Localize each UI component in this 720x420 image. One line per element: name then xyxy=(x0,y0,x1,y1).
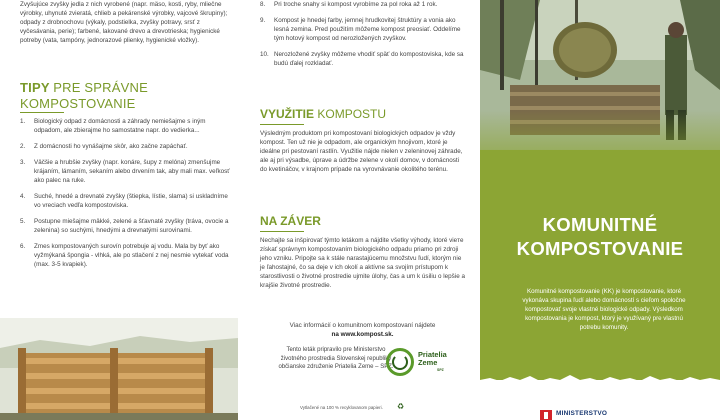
item-text: Suché, hnedé a drevnaté zvyšky (štiepka, lístie, slama) si uskladníme vo vreciach vedľa kompostoviska. xyxy=(34,193,228,209)
use-heading-rest: KOMPOSTU xyxy=(317,107,387,121)
cover-description: Komunitné kompostovanie (KK) je kompostovanie, ktoré vykonáva skupina ľudí alebo domácností s cieľom spoločne kompostovať svoje vlastné biologické odpady. Výsledkom kompostovania je kompost, ktorý je využívaný pre vlastnú potrebu komunity. xyxy=(522,288,686,331)
recycle-icon: ♻ xyxy=(397,402,405,411)
cover-panel xyxy=(480,0,720,420)
intro-text: Zvyšujúce zvyšky jedla z nich vyrobené (napr. mäso, kosti, ryby, mliečne výrobky, uhynuté zvieratá, chlieb a pekárenské výrobky, vajcové škrupiny); odpady z drobnochovu (výkaly, podstielka, zvyšky potravy, srsť z vyčesávania, perie); farbené, lakované drevo a drevotrieska; hygienické potreby (vata, tampóny, jednorazové plienky, hygienické vložky). xyxy=(20,1,228,44)
use-heading-bold: VYUŽITIE xyxy=(260,107,315,121)
compost-bin-photo xyxy=(0,318,238,420)
list-item xyxy=(20,117,235,135)
tips-list-continued xyxy=(260,0,465,75)
item-number: 5. xyxy=(20,218,26,225)
conclusion-heading: NA ZÁVER xyxy=(260,214,321,228)
photo-fade xyxy=(480,110,720,180)
cover-title-line1: KOMUNITNÉ xyxy=(542,214,658,235)
list-item xyxy=(20,158,235,185)
item-text: Väčšie a hrubšie zvyšky (napr. konáre, šupy z melóna) zmenšujme krájaním, lámaním, sekaním alebo drvením tak, aby mali max. veľkosť ako palec na ruke. xyxy=(34,159,230,184)
item-number: 8. xyxy=(260,1,266,8)
use-heading xyxy=(260,107,386,121)
list-item xyxy=(20,142,235,151)
recycled-paper-note: Vytlačené na 100 % recyklovanom papieri. xyxy=(300,405,383,410)
tips-heading-bold: TIPY xyxy=(20,80,50,95)
use-divider xyxy=(260,124,304,125)
item-text: Postupne miešajme mäkké, zelené a šťavnaté zvyšky (tráva, ovocie a zelenina) so suchými, hnedými a drevnatými surovinami. xyxy=(34,218,229,234)
more-info xyxy=(260,321,465,339)
item-text: Zmes kompostovaných surovín potrebuje aj vodu. Mala by byť ako vyžmýkaná špongia - vlhká, ale po stlačení z nej nesmie vytekať voda (max. 3-5 kvapiek). xyxy=(34,243,229,268)
use-text: Výsledným produktom pri kompostovaní biologických odpadov je vždy kompost. Ten už nie je odpadom, ale organickým hnojivom, ktoré je ideálne pri pestovaní rastlín. Využitie nájde nielen v zeleninovej záhrade, ale aj pri výsadbe, úprave a údržbe zelene v okolí domov, v domácnosti do kvetináčov, v krajnom prípade na vyrovnávanie okolitého terénu. xyxy=(260,130,463,173)
tips-heading xyxy=(20,80,235,112)
left-panel xyxy=(0,0,238,420)
item-text: Nerozložené zvyšky môžeme vhodiť späť do kompostoviska, kde sa budú ďalej rozkladať. xyxy=(274,51,464,67)
item-number: 10. xyxy=(260,51,269,58)
item-number: 4. xyxy=(20,193,26,200)
item-number: 9. xyxy=(260,17,266,24)
conclusion-divider xyxy=(260,231,304,232)
tips-list xyxy=(20,117,235,276)
item-text: Biologický odpad z domácnosti a záhrady nemiešajme s iným odpadom, ale zbierajme ho samostatne napr. do vedierka... xyxy=(34,118,206,134)
item-number: 2. xyxy=(20,143,26,150)
item-text: Pri troche snahy si kompost vyrobíme za pol roka až 1 rok. xyxy=(274,1,438,8)
logo-sub: SPZ xyxy=(437,368,444,372)
list-item xyxy=(20,242,235,269)
item-text: Kompost je hnedej farby, jemnej hrudkovitej štruktúry a vonia ako lesná zemina. Pred použitím môžeme kompost preosiať. Oddelíme tým hotový kompost od nerozložených zvyškov. xyxy=(274,17,461,42)
ministry-logo xyxy=(540,408,660,420)
priatelia-zeme-logo xyxy=(386,348,456,378)
list-item xyxy=(260,16,465,43)
item-text: Z domácnosti ho vynášajme skôr, ako začne zapáchať. xyxy=(34,143,188,150)
item-number: 6. xyxy=(20,243,26,250)
list-item xyxy=(260,0,465,9)
website-link[interactable]: na www.kompost.sk. xyxy=(331,331,394,338)
logo-inner-ring xyxy=(392,354,408,370)
cover-title-line2: KOMPOSTOVANIE xyxy=(516,238,684,259)
slovak-cross-icon xyxy=(540,410,552,420)
item-number: 1. xyxy=(20,118,26,125)
list-item xyxy=(20,192,235,210)
item-number: 3. xyxy=(20,159,26,166)
logo-name: Priatelia Zeme xyxy=(418,350,447,367)
credit-text: Tento leták pripravilo pre Ministerstvo životného prostredia Slovenskej republiky občianske združenie Priatelia Zeme – SPZ. xyxy=(278,347,394,371)
cover-title xyxy=(480,213,720,261)
conclusion-text: Nechajte sa inšpirovať týmto letákom a nájdite všetky výhody, ktoré vieте získať správnym kompostovaním biologického odpadu priamo pri zdroji jeho vzniku. Pripojte sa k stále narastajúcemu množstvu ľudí, ktorým nie je ľahostajné, čo sa deje v ich okolí a aktívne sa svojím prístupom k starostlivosti o životné prostredie ujmite úlohy, čas a um k úsiliu o lepšie a krajšie životné prostredie. xyxy=(260,237,465,289)
list-item xyxy=(260,50,465,68)
ministry-text: MINISTERSTVO xyxy=(556,410,608,417)
more-info-text: Viac informácií o komunitnom kompostovaní nájdete xyxy=(289,322,436,329)
tips-divider xyxy=(20,112,64,113)
middle-panel xyxy=(240,0,480,420)
tips-heading-rest: PRE SPRÁVNE KOMPOSTOVANIE xyxy=(20,80,148,111)
list-item xyxy=(20,217,235,235)
